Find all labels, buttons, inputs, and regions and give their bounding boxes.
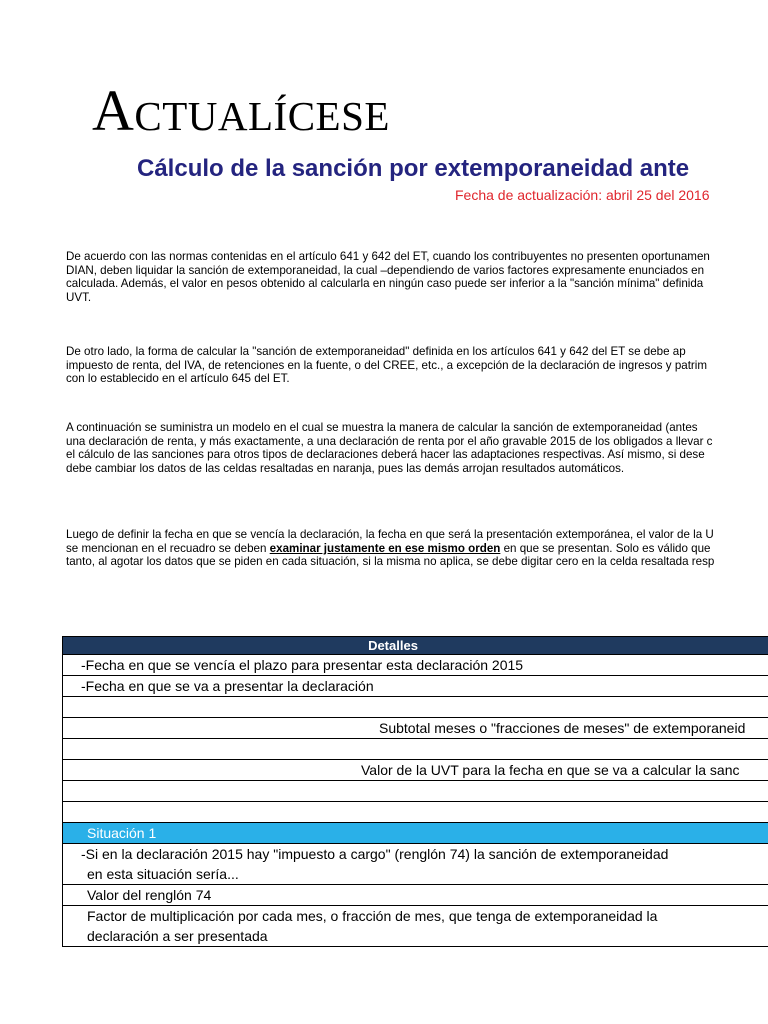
table-row[interactable] bbox=[63, 802, 768, 823]
paragraph-line: DIAN, deben liquidar la sanción de extemporaneidad, la cual –dependiendo de varios factores expresamente enunciados en bbox=[66, 263, 705, 277]
emphasized-text: examinar justamente en ese mismo orden bbox=[269, 541, 501, 555]
row-label: Valor del renglón 74 bbox=[87, 887, 212, 903]
table-row[interactable] bbox=[63, 760, 768, 781]
table-row[interactable] bbox=[63, 676, 768, 697]
paragraph-line: impuesto de renta, del IVA, de retenciones en la fuente, o del CREE, etc., a excepción de la declaración de ingresos y patrim bbox=[66, 358, 708, 372]
paragraph-line: UVT. bbox=[66, 290, 92, 304]
paragraph-line: calculada. Además, el valor en pesos obtenido al calcularla en ningún caso puede ser inferior a la "sanción mínima" definida bbox=[66, 277, 704, 291]
paragraph-line: debe cambiar los datos de las celdas resaltadas en naranja, pues las demás arrojan resultados automáticos. bbox=[66, 461, 625, 475]
actualicese-logo: Actualícese bbox=[92, 78, 390, 143]
table-row[interactable] bbox=[63, 926, 768, 947]
paragraph-line: una declaración de renta, y más exactamente, a una declaración de renta por el año gravable 2015 de los obligados a llevar c bbox=[66, 434, 713, 448]
row-label: declaración a ser presentada bbox=[87, 928, 268, 944]
table-row[interactable] bbox=[63, 864, 768, 885]
row-label: -Fecha en que se vencía el plazo para presentar esta declaración 2015 bbox=[81, 657, 524, 673]
paragraph-text: se mencionan en el recuadro se deben bbox=[66, 541, 270, 555]
details-table bbox=[62, 636, 768, 947]
row-label: en esta situación sería... bbox=[87, 866, 239, 882]
situation-1-header bbox=[63, 823, 768, 844]
table-row[interactable] bbox=[63, 655, 768, 676]
row-label: -Si en la declaración 2015 hay "impuesto a cargo" (renglón 74) la sanción de extemporaneidad bbox=[81, 846, 669, 862]
page-title: Cálculo de la sanción por extemporaneidad ante bbox=[137, 155, 690, 182]
update-date: Fecha de actualización: abril 25 del 2016 bbox=[455, 187, 710, 203]
row-label: Factor de multiplicación por cada mes, o fracción de mes, que tenga de extemporaneidad la bbox=[87, 908, 658, 924]
paragraph-text: en que se presentan. Solo es válido que bbox=[500, 541, 711, 555]
table-row[interactable] bbox=[63, 781, 768, 802]
paragraph-3 bbox=[66, 421, 768, 475]
table-row[interactable] bbox=[63, 739, 768, 760]
table-row bbox=[63, 906, 768, 926]
row-label: -Fecha en que se va a presentar la declaración bbox=[81, 678, 374, 694]
table-row[interactable] bbox=[63, 885, 768, 906]
table-row[interactable] bbox=[63, 718, 768, 739]
paragraph-4 bbox=[66, 528, 768, 569]
paragraph-1 bbox=[66, 250, 768, 304]
table-row bbox=[63, 844, 768, 864]
situation-label: Situación 1 bbox=[87, 825, 157, 841]
paragraph-line bbox=[66, 542, 768, 556]
paragraph-line: Luego de definir la fecha en que se vencía la declaración, la fecha en que será la presentación extemporánea, el valor de la U bbox=[66, 528, 714, 541]
paragraph-line: tanto, al agotar los datos que se piden en cada situación, si la misma no aplica, se debe digitar cero en la celda resaltada resp bbox=[66, 555, 715, 569]
paragraph-2 bbox=[66, 345, 768, 386]
paragraph-line: A continuación se suministra un modelo en el cual se muestra la manera de calcular la sanción de extemporaneidad (antes bbox=[66, 421, 698, 434]
paragraph-line: De otro lado, la forma de calcular la "sanción de extemporaneidad" definida en los artículos 641 y 642 del ET se debe ap bbox=[66, 345, 686, 358]
table-header: Detalles bbox=[63, 636, 768, 655]
paragraph-line: con lo establecido en el artículo 645 del ET. bbox=[66, 372, 290, 386]
table-row[interactable] bbox=[63, 697, 768, 718]
paragraph-line: el cálculo de las sanciones para otros tipos de declaraciones deberá hacer las adaptaciones respectivas. Así mismo, si dese bbox=[66, 448, 705, 462]
paragraph-line: De acuerdo con las normas contenidas en el artículo 641 y 642 del ET, cuando los contribuyentes no presenten oportunamen bbox=[66, 250, 710, 263]
row-label: Valor de la UVT para la fecha en que se va a calcular la sanc bbox=[361, 762, 740, 778]
row-label: Subtotal meses o "fracciones de meses" de extemporaneid bbox=[379, 720, 746, 736]
